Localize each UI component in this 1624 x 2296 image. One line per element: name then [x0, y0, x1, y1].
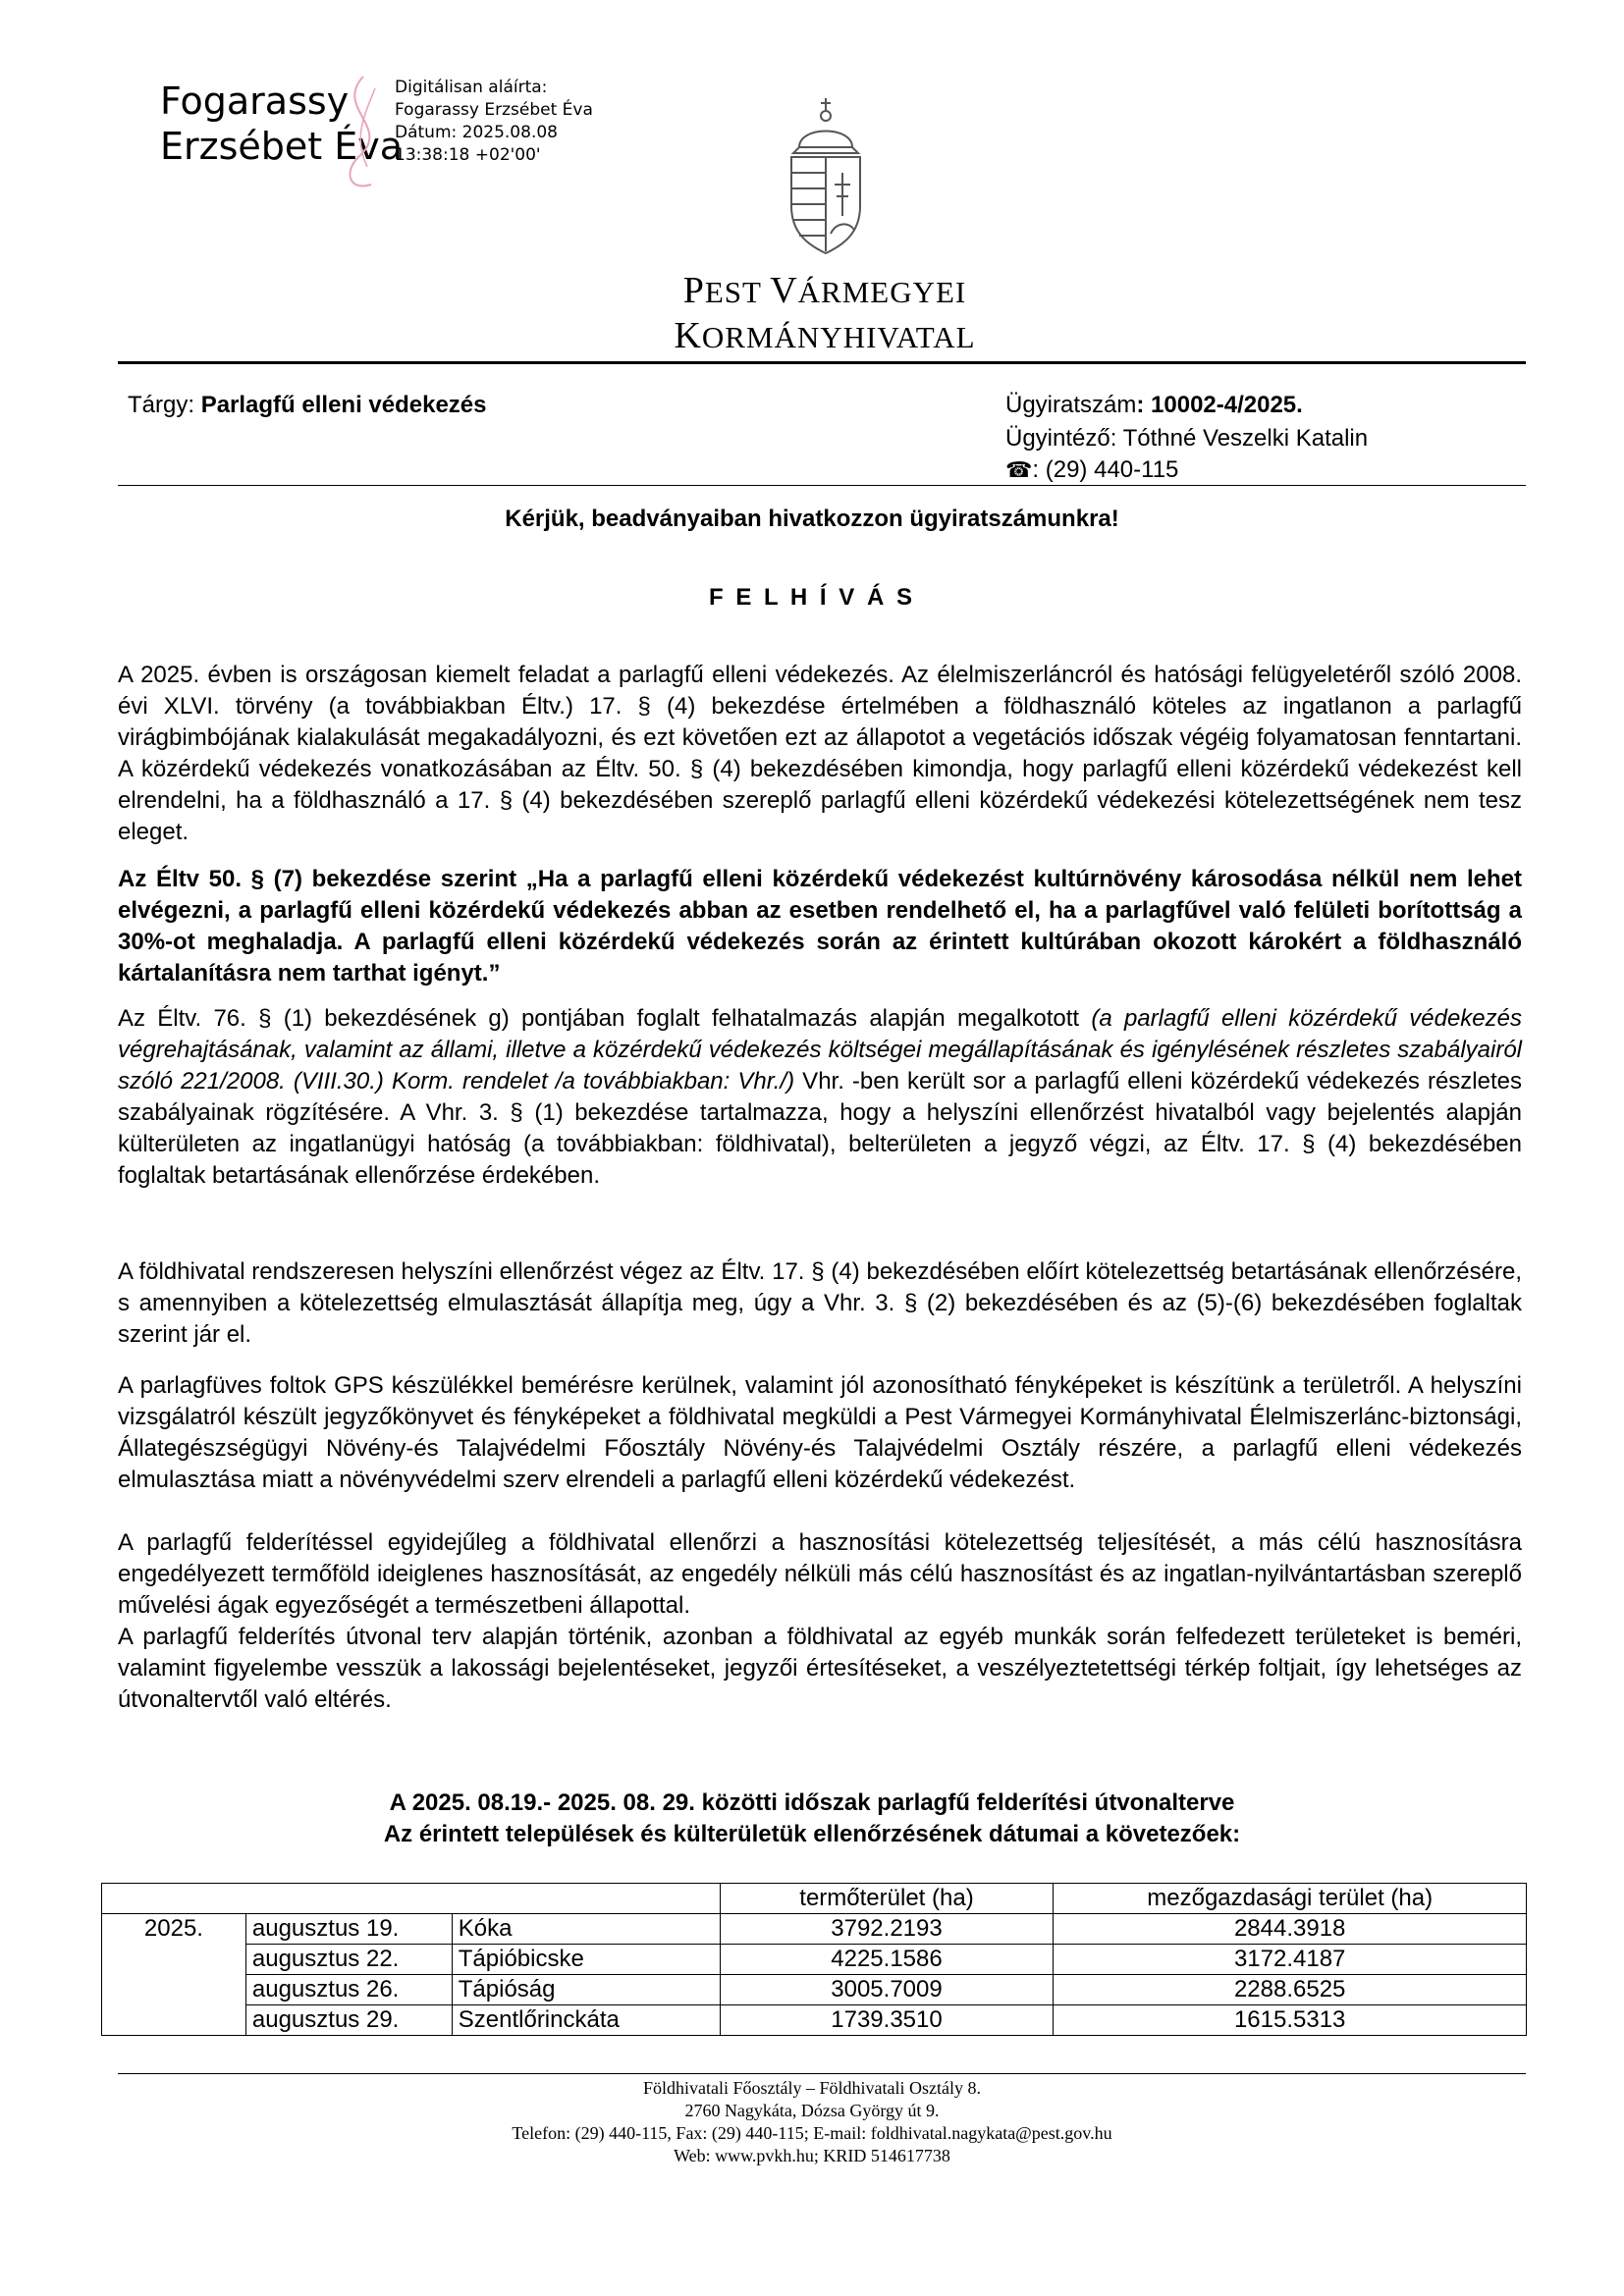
table-cell-place: Tápióbicske: [452, 1945, 720, 1975]
table-cell-year: 2025.: [102, 1914, 246, 2036]
table-header-agri: mezőgazdasági terület (ha): [1054, 1884, 1527, 1914]
table-cell-date: augusztus 19.: [245, 1914, 452, 1945]
subject-line: [128, 389, 487, 421]
table-row: [102, 1945, 1527, 1975]
paragraph-4: A földhivatal rendszeresen helyszíni ellenőrzést végez az Éltv. 17. § (4) bekezdésében előírt kötelezettség betartásának ellenőrzésére, s amennyiben a kötelezettség elmulasztását állapítja meg, úgy a Vhr. 3. § (2) bekezdésében és az (5)-(6) bekezdésében foglaltak szerint jár el.: [118, 1258, 1522, 1348]
office-name-rest3: ORMÁNYHIVATAL: [701, 320, 976, 354]
case-label: Ügyiratszám: [1005, 392, 1137, 418]
subject-label: Tárgy:: [128, 392, 201, 418]
table-cell-date: augusztus 22.: [245, 1945, 452, 1975]
paragraph-3-intro: Az Éltv. 76. § (1) bekezdésének g) pontjában foglalt felhatalmazás alapján megalkotott: [118, 1005, 1092, 1032]
signature-info-line1: Digitálisan aláírta:: [395, 78, 548, 97]
paragraph-6: A parlagfű felderítéssel egyidejűleg a földhivatal ellenőrzi a hasznosítási kötelezettség teljesítését, a más célú hasznosításra engedélyezett termőföld ideiglenes hasznosítását, az engedély nélküli más célú hasznosítást és az ingatlan-nyilvántartásban szereplő művelési ágak egyezőségét a természetbeni állapottal.: [118, 1529, 1522, 1619]
paragraph-3-rest: Vhr. -ben került sor a parlagfű elleni közérdekű védekezés részletes szabályainak rögzítésére. A Vhr. 3. § (1) bekezdése tartalmazza, hogy a helyszíni ellenőrzést hivatalból vagy bejelentés alapján külterületen az ingatlanügyi hatóság (a továbbiakban: földhivatal), belterületen a jegyző végzi, az Éltv. 17. § (4) bekezdésében foglaltak betartásának ellenőrzése érdekében.: [118, 1068, 1522, 1189]
paragraph-2: Az Éltv 50. § (7) bekezdése szerint „Ha a parlagfű elleni közérdekű védekezést kultúrnövény károsodása nélkül nem lehet elvégezni, a parlagfű elleni közérdekű védekezés abban az esetben rendelhető el, ha a parlagfűvel való felületi borítottság a 30%-ot meghaladja. A parlagfű elleni közérdekű védekezés során az érintett kultúrában okozott károkért a földhasználó kártalanításra nem tarthat igényt.”: [118, 866, 1522, 987]
office-name-cap3: K: [674, 315, 702, 356]
office-name: [589, 271, 1060, 312]
phone-number: : (29) 440-115: [1032, 456, 1179, 483]
paragraph-1: A 2025. évben is országosan kiemelt feladat a parlagfű elleni védekezés. Az élelmiszerláncról és hatósági felügyeletéről szóló 2008. évi XLVI. törvény (a továbbiakban Éltv.) 17. § (4) bekezdése értelmében a földhasználó köteles az ingatlanon a parlagfű virágbimbójának kialakulását megakadályozni, és ezt követően ezt az állapotot a vegetációs időszak végéig folyamatosan fenntartani. A közérdekű védekezés vonatkozásában az Éltv. 50. § (4) bekezdésében kimondja, hogy parlagfű elleni közérdekű védekezést kell elrendelni, ha a földhasználó a 17. § (4) bekezdésében szereplő parlagfű elleni közérdekű védekezési kötelezettségének nem tesz eleget.: [118, 662, 1522, 845]
table-cell-agri: 2844.3918: [1054, 1914, 1527, 1945]
document-heading: F E L H Í V Á S: [709, 584, 915, 611]
case-phone: [1005, 454, 1178, 487]
footer-line3: Telefon: (29) 440-115, Fax: (29) 440-115; E-mail: foldhivatal.nagykata@pest.gov.hu: [512, 2123, 1112, 2143]
table-cell-agri: 1615.5313: [1054, 2005, 1527, 2036]
signature-info-line2: Fogarassy Erzsébet Éva: [395, 100, 593, 120]
table-row: [102, 1975, 1527, 2005]
table-row: [102, 2005, 1527, 2036]
footer-line4: Web: www.pvkh.hu; KRID 514617738: [674, 2146, 950, 2165]
footer-line1: Földhivatali Főosztály – Földhivatali Osztály 8.: [643, 2078, 981, 2098]
footer-rule: [118, 2073, 1526, 2074]
reference-notice: Kérjük, beadványaiban hivatkozzon ügyiratszámunkra!: [505, 506, 1119, 532]
office-name-line2: [589, 316, 1060, 357]
signature-info-line3: Dátum: 2025.08.08: [395, 123, 558, 142]
table-cell-arable: 4225.1586: [720, 1945, 1054, 1975]
office-name-cap1: P: [682, 270, 705, 311]
paragraph-3-citation: (a parlagfű elleni közérdekű védekezés végrehajtásának, valamint az állami, illetve a közérdekű védekezés költségei megállapításának és igénylésének részletes szabályairól szóló 221/2008. (VIII.30.) Korm. rendelet /a továbbiakban: Vhr./): [118, 1005, 1523, 1095]
subject-value: Parlagfű elleni védekezés: [200, 392, 487, 418]
table-cell-agri: 3172.4187: [1054, 1945, 1527, 1975]
table-cell-date: augusztus 29.: [245, 2005, 452, 2036]
office-name-cap2: V: [770, 270, 798, 311]
table-cell-place: Kóka: [452, 1914, 720, 1945]
case-officer: Ügyintéző: Tóthné Veszelki Katalin: [1005, 425, 1369, 452]
footer: [295, 2077, 1329, 2167]
table-cell-date: augusztus 26.: [245, 1975, 452, 2005]
signature-info-line4: 13:38:18 +02'00': [395, 145, 541, 165]
table-cell-place: Tápióság: [452, 1975, 720, 2005]
header-rule: [118, 361, 1526, 364]
case-value: : 10002-4/2025.: [1136, 392, 1303, 418]
paragraph-5: A parlagfüves foltok GPS készülékkel bemérésre kerülnek, valamint jól azonosítható fényképeket is készítünk a területről. A helyszíni vizsgálatról készült jegyzőkönyvet és fényképeket a földhivatal megküldi a Pest Vármegyei Kormányhivatal Élelmiszerlánc-biztonsági, Állategészségügyi Növény-és Talajvédelmi Főosztály Növény-és Talajvédelmi Osztály részére, a parlagfű elleni védekezés elmulasztása miatt a növényvédelmi szerv elrendeli a parlagfű elleni közérdekű védekezést.: [118, 1372, 1522, 1493]
table-cell-arable: 1739.3510: [720, 2005, 1054, 2036]
table-cell-arable: 3792.2193: [720, 1914, 1054, 1945]
table-header-arable: termőterület (ha): [720, 1884, 1054, 1914]
footer-line2: 2760 Nagykáta, Dózsa György út 9.: [684, 2101, 940, 2120]
table-cell-place: Szentlőrinckáta: [452, 2005, 720, 2036]
schedule-table: [101, 1883, 1527, 2036]
schedule-title: A 2025. 08.19.- 2025. 08. 29. közötti időszak parlagfű felderítési útvonalterve: [389, 1789, 1235, 1816]
office-name-rest2: ÁRMEGYEI: [797, 275, 967, 309]
table-header-cell: [102, 1884, 721, 1914]
office-name-rest1: EST: [704, 275, 771, 309]
table-header-row: [102, 1884, 1527, 1914]
coat-of-arms-icon: [782, 96, 870, 258]
table-row: [102, 1914, 1527, 1945]
table-cell-agri: 2288.6525: [1054, 1975, 1527, 2005]
signature-info: [395, 77, 593, 167]
table-cell-arable: 3005.7009: [720, 1975, 1054, 2005]
schedule-subtitle: Az érintett települések és külterületük ellenőrzésének dátumai a követezőek:: [383, 1821, 1241, 1847]
phone-icon: ☎: [1005, 458, 1033, 483]
signature-name-line1: Fogarassy: [160, 80, 350, 123]
header-rule-bottom: [118, 485, 1526, 486]
case-number: [1005, 389, 1303, 421]
paragraph-7: A parlagfű felderítés útvonal terv alapján történik, azonban a földhivatal az egyéb munkák során felfedezett területeket is beméri, valamint figyelembe vesszük a lakossági bejelentéseket, jegyzői értesítéseket, a veszélyeztetettségi térkép foltjait, így lehetséges az útvonaltervtől való eltérés.: [118, 1624, 1522, 1713]
paragraph-3: [118, 1003, 1522, 1192]
signature-scribble-icon: [324, 69, 403, 196]
signature-name-line2: Erzsébet Éva: [160, 125, 404, 168]
